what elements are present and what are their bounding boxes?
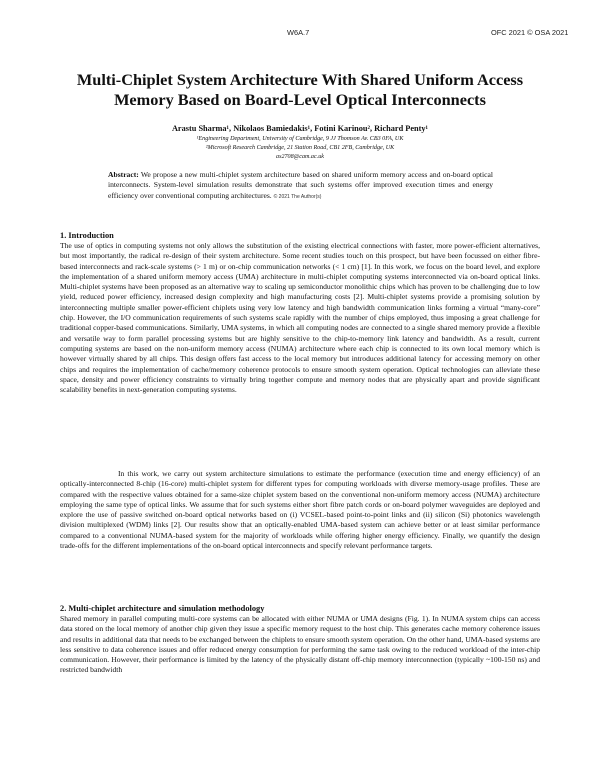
section-heading-architecture: 2. Multi-chiplet architecture and simulation methodology [60, 604, 265, 613]
copyright-header: OFC 2021 © OSA 2021 [491, 28, 569, 37]
paper-code: W6A.7 [287, 28, 310, 37]
abstract [108, 170, 493, 202]
abstract-label: Abstract: [108, 170, 139, 179]
abstract-text: We propose a new multi-chiplet system architecture based on shared uniform memory access and on-board optical interconnects. System-level simulation results demonstrate that such systems offer improved execution times and energy efficiency over conventional computing architectures. [108, 170, 494, 200]
affiliation-2: ²Microsoft Research Cambridge, 21 Station Road, CB1 2FB, Cambridge, UK [205, 145, 395, 151]
abstract-copyright: © 2021 The Author(s) [273, 193, 322, 200]
paragraph: The use of optics in computing systems not only allows the substitution of the existing electrical connections with faster, more power-efficient alternatives, but most importantly, the radical re-design of their system architecture. Some recent studies touch on this prospect, but have been focussed on either fibre-based interconnects and rack-scale systems (> 1 m) or on-chip communication networks (< 1 cm) [1]. In this work, we focus on the board level, and explore the implementation of a shared uniform memory access (UMA) architecture in multi-chiplet computing systems interconnected via on-board optical links. Multi-chiplet systems have been proposed as an alternative way to scaling up semiconductor monolithic chips which has proven to be challenging due to low yield, reduced power efficiency, increased design complexity and high manufacturing costs [2]. Multi-chiplet systems provide a promising solution by interconnecting multiple smaller power-efficient chiplets using very low latency and high bandwidth communication links forming a virtual “many-core” chip. However, the I/O communication requirements of such systems scale rapidly with the number of chips employed, thus imposing a great challenge for traditional copper-based communications. Similarly, UMA systems, in which all computing nodes are connected to a single shared memory provide a flexible and versatile way to form parallel processing systems but are highly sensitive to the chip-to-memory link latency and bandwidth. As a result, current computing systems are based on the non-uniform memory access (NUMA) architecture where each chip is connected to its own local memory which is however virtually shared by all chips. This design offers fast access to the local memory but introduces additional latency for accessing memory on other chips and requires the implementation of cache/memory coherence protocols to ensure smooth system operation. Optical technologies can alleviate these space, density and power efficiency constraints to virtually bring together compute and memory nodes that are physically apart and provide significant scalability benefits in next-generation computing systems. [60, 241, 540, 395]
paragraph: In this work, we carry out system architecture simulations to estimate the performance (execution time and energy efficiency) of an optically-interconnected 8-chip (16-core) multi-chiplet system for different types for computing workloads with diverse memory-usage profiles. These are compared with the respective values obtained for a same-size chiplet system based on the conventional non-uniform memory access (NUMA) architecture employing the same type of optical links. We assume that for such systems either short fibre patch cords or on-board polymer waveguides are deployed and explore the use of passive switched on-board optical networks based on (i) VCSEL-based point-to-point links and (ii) silicon (Si) photonics wavelength division multiplexed (WDM) links [2]. Our results show that an optically-enabled UMA-based system can achieve better or at least similar performance compared to a conventional NUMA-based system for the majority of workloads while offering higher energy efficiency. Finally, we quantify the design trade-offs for the different implementations of the on-board optical interconnects and specify relevant performance targets. [60, 469, 540, 551]
author-email: as2708@cam.ac.uk [276, 154, 324, 160]
paragraph: Shared memory in parallel computing multi-core systems can be allocated with either NUMA or UMA designs (Fig. 1). In NUMA system chips can access data stored on the local memory of another chip given they issue a specific memory request to the host chip. This generates cache memory coherence issues and results in additional data that needs to be exchanged between the chiplets to ensure smooth system operation. On the other hand, UMA-based systems are less sensitive to data coherence issues and offer reduced energy consumption for performing the same task owing to the reduced workload of the inter-chip communication. However, their performance is limited by the latency of the physically distant off-chip memory interconnection (typically ~100-150 ns) and restricted bandwidth [60, 614, 540, 675]
author-list: Arastu Sharma¹, Nikolaos Bamiedakis¹, Fotini Karinou², Richard Penty¹ [171, 124, 429, 133]
section-heading-introduction: 1. Introduction [60, 231, 114, 240]
affiliation-1: ¹Engineering Department, University of Cambridge, 9 JJ Thomson Av. CB3 0FA, UK [196, 136, 404, 142]
paper-title: Multi-Chiplet System Architecture With Shared Uniform Access Memory Based on Board-Level Optical Interconnects [76, 70, 524, 109]
